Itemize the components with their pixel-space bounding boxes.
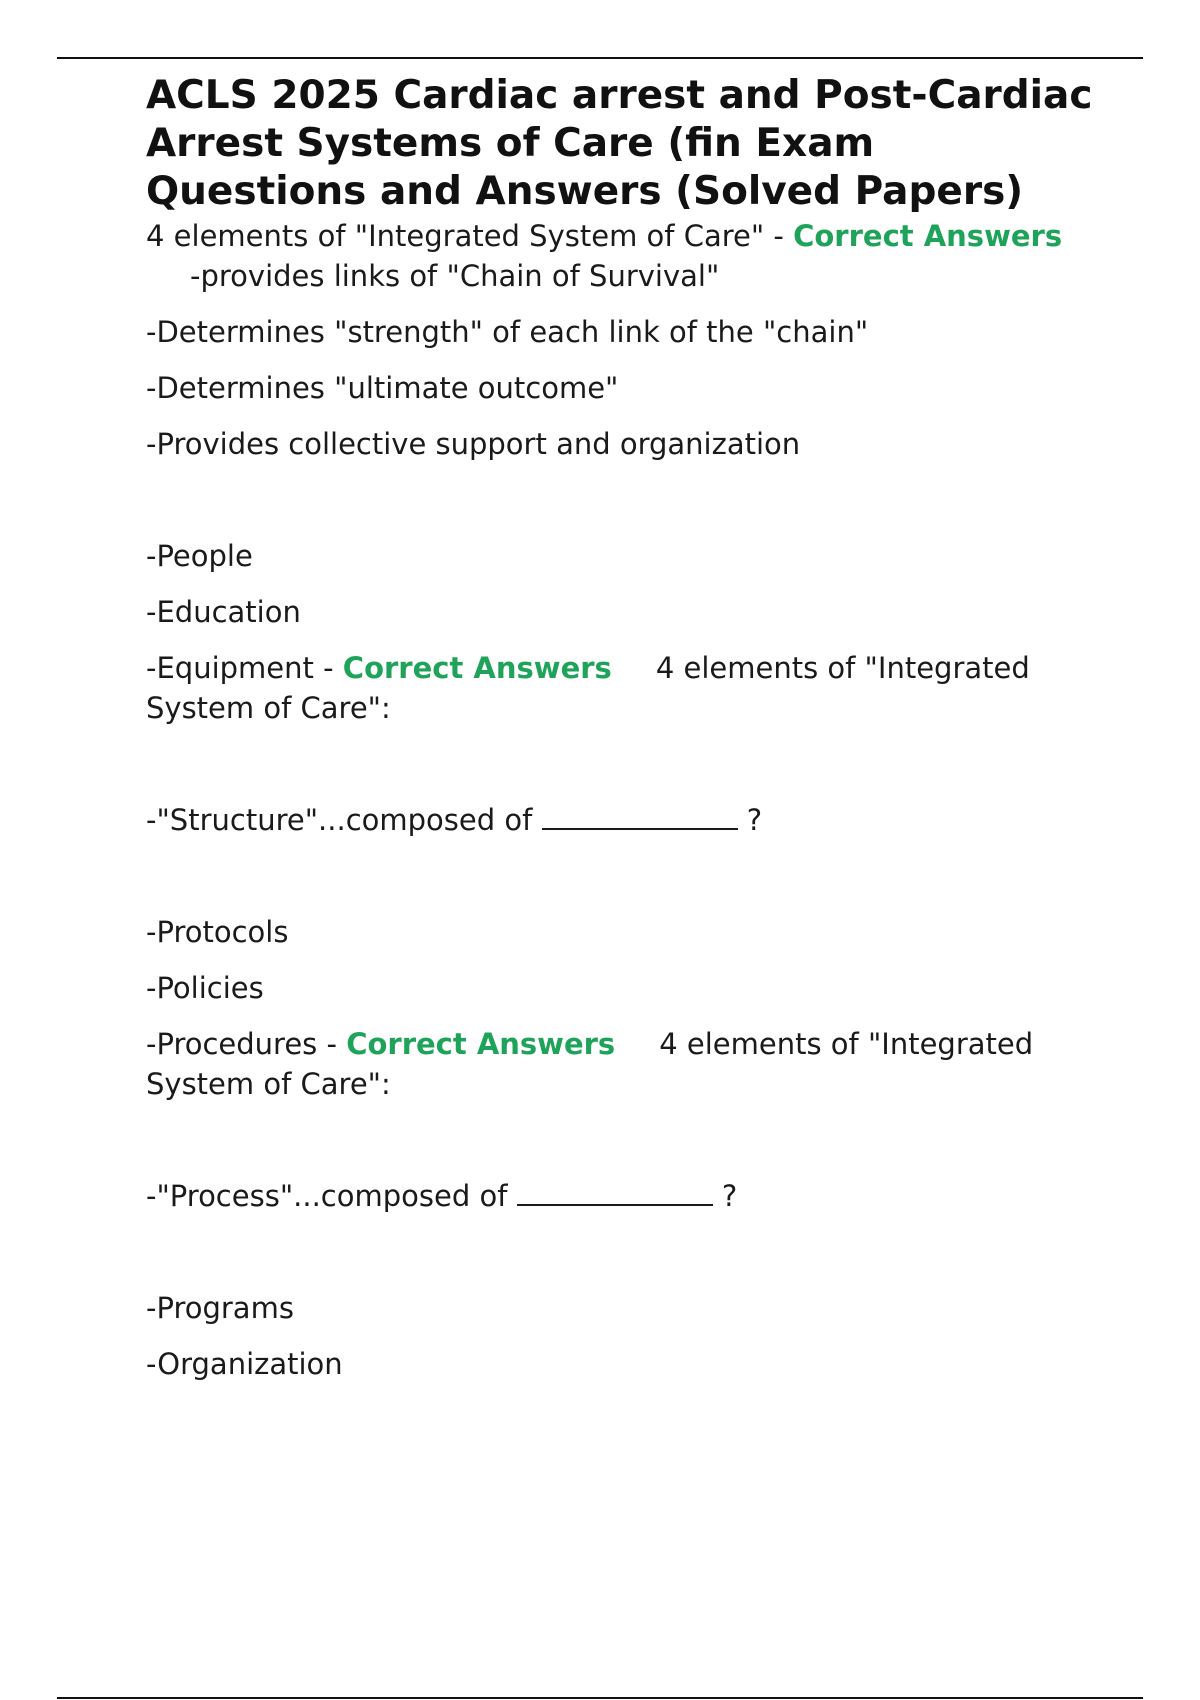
top-rule [57, 57, 1143, 59]
list-item: -Organization [146, 1347, 343, 1381]
list-item: -Programs [146, 1291, 294, 1325]
question-text: -Procedures - [146, 1027, 347, 1061]
answer-text: -provides links of "Chain of Survival" [190, 259, 720, 293]
list-item: -Provides collective support and organization [146, 427, 801, 461]
answer-label: Correct Answers [793, 219, 1063, 253]
fill-in-prefix: -"Structure"...composed of [146, 803, 533, 837]
blank-line [542, 804, 738, 830]
list-item: -Determines "ultimate outcome" [146, 371, 619, 405]
question-text: 4 elements of "Integrated System of Care" - [146, 219, 794, 253]
qa-item-2 [146, 648, 1106, 728]
list-item: -People [146, 539, 253, 573]
list-item: -Education [146, 595, 301, 629]
blank-line [517, 1180, 713, 1206]
fill-in-structure [146, 800, 1106, 840]
document-title: ACLS 2025 Cardiac arrest and Post-Cardiac Arrest Systems of Care (fin Exam Questions and Answers (Solved Papers) [146, 73, 1093, 214]
answer-label: Correct Answers [342, 651, 612, 685]
answer-label: Correct Answers [346, 1027, 616, 1061]
qa-item-3 [146, 1024, 1106, 1104]
document-page [146, 72, 1106, 1384]
bottom-rule [57, 1697, 1143, 1699]
answer-text: 4 elements of "Integrated System of Care": [146, 651, 1030, 725]
answer-text: 4 elements of "Integrated System of Care": [146, 1027, 1034, 1101]
fill-in-process [146, 1176, 1106, 1216]
question-text: -Equipment - [146, 651, 343, 685]
qa-item-1 [146, 216, 1106, 296]
list-item: -Policies [146, 971, 264, 1005]
list-item: -Protocols [146, 915, 289, 949]
fill-in-prefix: -"Process"...composed of [146, 1179, 508, 1213]
list-item: -Determines "strength" of each link of the "chain" [146, 315, 869, 349]
fill-in-suffix: ? [721, 1179, 738, 1213]
fill-in-suffix: ? [746, 803, 763, 837]
